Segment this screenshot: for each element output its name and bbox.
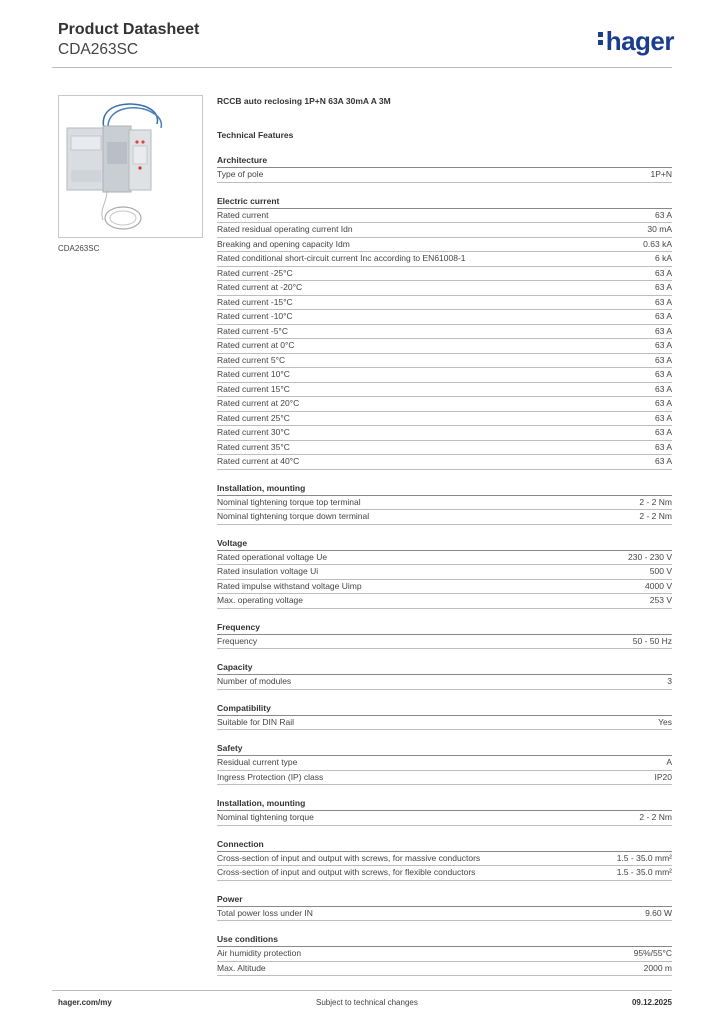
product-description: RCCB auto reclosing 1P+N 63A 30mA A 3M — [217, 96, 391, 106]
spec-row — [217, 907, 672, 922]
spec-value: 30 mA — [647, 224, 672, 234]
spec-value: 63 A — [654, 412, 672, 423]
spec-section — [217, 621, 672, 650]
spec-row — [217, 455, 672, 470]
header-divider — [52, 67, 672, 68]
datasheet-content — [217, 94, 672, 976]
spec-value: 500 V — [649, 566, 672, 576]
spec-row — [217, 675, 672, 690]
spec-sections — [217, 154, 672, 976]
spec-row — [217, 397, 672, 412]
spec-label: Cross-section of input and output with screws, for massive conductors — [217, 852, 481, 863]
logo-text: hager — [605, 26, 674, 56]
spec-section — [217, 797, 672, 826]
footer-website-link[interactable]: hager.com/my — [58, 998, 112, 1007]
spec-section — [217, 742, 672, 785]
spec-section — [217, 838, 672, 881]
footer-date: 09.12.2025 — [631, 998, 672, 1007]
spec-value: 63 A — [654, 427, 672, 437]
spec-value: 1.5 - 35.0 mm² — [616, 852, 672, 863]
footer-divider — [52, 990, 672, 991]
spec-row — [217, 756, 672, 771]
logo-dots-icon — [598, 29, 604, 48]
section-title: Frequency — [217, 621, 672, 635]
spec-value: 253 V — [649, 595, 672, 605]
spec-value: 3 — [667, 676, 672, 686]
spec-value: 63 A — [654, 340, 672, 350]
spec-row — [217, 594, 672, 609]
spec-row — [217, 238, 672, 253]
spec-label: Rated current 25°C — [217, 412, 290, 423]
spec-row — [217, 267, 672, 282]
spec-section — [217, 195, 672, 470]
spec-section — [217, 661, 672, 690]
spec-value: 50 - 50 Hz — [632, 635, 672, 646]
spec-value: 6 kA — [654, 253, 672, 263]
spec-label: Cross-section of input and output with screws, for flexible conductors — [217, 867, 476, 877]
spec-label: Rated current at 40°C — [217, 456, 300, 466]
spec-section — [217, 893, 672, 922]
spec-value: 1P+N — [650, 169, 672, 179]
spec-value: 0.63 kA — [643, 238, 672, 249]
spec-value: 63 A — [654, 456, 672, 466]
spec-row — [217, 866, 672, 881]
spec-label: Max. operating voltage — [217, 595, 303, 605]
spec-label: Rated conditional short-circuit current Inc according to EN61008-1 — [217, 253, 466, 263]
spec-value: 2 - 2 Nm — [639, 511, 672, 521]
section-title: Power — [217, 893, 672, 907]
spec-label: Nominal tightening torque down terminal — [217, 511, 370, 521]
spec-value: 2000 m — [643, 962, 672, 973]
spec-row — [217, 510, 672, 525]
spec-value: 63 A — [654, 383, 672, 394]
spec-row — [217, 565, 672, 580]
spec-row — [217, 635, 672, 650]
spec-label: Rated impulse withstand voltage Uimp — [217, 580, 362, 591]
spec-label: Breaking and opening capacity Idm — [217, 238, 350, 249]
spec-value: 9.60 W — [645, 907, 672, 918]
spec-label: Rated current -25°C — [217, 267, 293, 278]
product-code: CDA263SC — [58, 41, 139, 58]
spec-label: Suitable for DIN Rail — [217, 716, 295, 727]
section-title: Installation, mounting — [217, 482, 672, 496]
section-title: Architecture — [217, 154, 672, 168]
spec-label: Max. Altitude — [217, 962, 266, 973]
section-title: Electric current — [217, 195, 672, 209]
section-title: Compatibility — [217, 702, 672, 716]
spec-label: Rated insulation voltage Ui — [217, 566, 319, 576]
spec-value: 95%/55°C — [633, 948, 672, 958]
spec-value: 2 - 2 Nm — [639, 496, 672, 507]
spec-row — [217, 771, 672, 786]
spec-section — [217, 702, 672, 731]
spec-label: Rated current at 20°C — [217, 398, 300, 408]
section-title: Safety — [217, 742, 672, 756]
spec-row — [217, 551, 672, 566]
spec-value: IP20 — [654, 771, 672, 782]
spec-row — [217, 368, 672, 383]
spec-section — [217, 933, 672, 976]
spec-row — [217, 852, 672, 867]
spec-value: 63 A — [654, 354, 672, 365]
spec-label: Air humidity protection — [217, 948, 302, 958]
spec-value: 1.5 - 35.0 mm² — [616, 867, 672, 877]
section-title: Installation, mounting — [217, 797, 672, 811]
section-title: Connection — [217, 838, 672, 852]
section-title: Use conditions — [217, 933, 672, 947]
spec-value: 2 - 2 Nm — [639, 812, 672, 822]
spec-section — [217, 537, 672, 609]
spec-row — [217, 296, 672, 311]
spec-value: 63 A — [654, 311, 672, 321]
spec-row — [217, 947, 672, 962]
spec-value: 63 A — [654, 441, 672, 452]
spec-row — [217, 496, 672, 511]
rccb-device-illustration — [59, 96, 202, 237]
spec-row — [217, 811, 672, 826]
spec-section — [217, 482, 672, 525]
spec-row — [217, 209, 672, 224]
section-title: Voltage — [217, 537, 672, 551]
spec-row — [217, 310, 672, 325]
spec-label: Rated current -5°C — [217, 325, 288, 336]
image-caption: CDA263SC — [58, 244, 100, 253]
spec-row — [217, 412, 672, 427]
spec-value: 63 A — [654, 282, 672, 292]
spec-label: Rated current -10°C — [217, 311, 293, 321]
spec-row — [217, 354, 672, 369]
spec-row — [217, 252, 672, 267]
spec-row — [217, 325, 672, 340]
spec-value: 63 A — [654, 398, 672, 408]
spec-row — [217, 223, 672, 238]
spec-value: A — [666, 757, 672, 767]
spec-value: 63 A — [654, 325, 672, 336]
spec-label: Rated residual operating current Idn — [217, 224, 353, 234]
spec-label: Ingress Protection (IP) class — [217, 771, 324, 782]
spec-row — [217, 441, 672, 456]
spec-row — [217, 339, 672, 354]
page-title: Product Datasheet — [58, 21, 200, 38]
spec-value: 63 A — [654, 369, 672, 379]
section-title: Capacity — [217, 661, 672, 675]
spec-label: Type of pole — [217, 169, 264, 179]
spec-label: Rated operational voltage Ue — [217, 551, 328, 562]
technical-features-heading: Technical Features — [217, 130, 294, 140]
spec-section — [217, 154, 672, 183]
spec-label: Total power loss under IN — [217, 907, 313, 918]
spec-row — [217, 962, 672, 977]
spec-value: 63 A — [654, 296, 672, 307]
spec-label: Rated current at -20°C — [217, 282, 303, 292]
spec-row — [217, 426, 672, 441]
spec-label: Rated current 35°C — [217, 441, 290, 452]
spec-value: 63 A — [654, 267, 672, 278]
spec-row — [217, 716, 672, 731]
spec-label: Rated current 30°C — [217, 427, 290, 437]
spec-label: Rated current — [217, 209, 269, 220]
spec-value: 4000 V — [645, 580, 672, 591]
spec-label: Nominal tightening torque top terminal — [217, 496, 361, 507]
hager-logo — [598, 26, 674, 56]
spec-label: Residual current type — [217, 757, 298, 767]
spec-label: Frequency — [217, 635, 258, 646]
document-header — [58, 20, 199, 60]
spec-row — [217, 383, 672, 398]
spec-row — [217, 168, 672, 183]
spec-label: Rated current -15°C — [217, 296, 293, 307]
spec-label: Number of modules — [217, 676, 292, 686]
footer-notice: Subject to technical changes — [316, 998, 418, 1007]
product-image — [58, 95, 203, 238]
spec-label: Rated current 15°C — [217, 383, 290, 394]
spec-label: Nominal tightening torque — [217, 812, 314, 822]
spec-row — [217, 281, 672, 296]
spec-value: 63 A — [654, 209, 672, 220]
spec-value: 230 - 230 V — [628, 551, 672, 562]
spec-label: Rated current 10°C — [217, 369, 290, 379]
spec-value: Yes — [658, 716, 672, 727]
spec-label: Rated current 5°C — [217, 354, 286, 365]
spec-label: Rated current at 0°C — [217, 340, 295, 350]
spec-row — [217, 580, 672, 595]
